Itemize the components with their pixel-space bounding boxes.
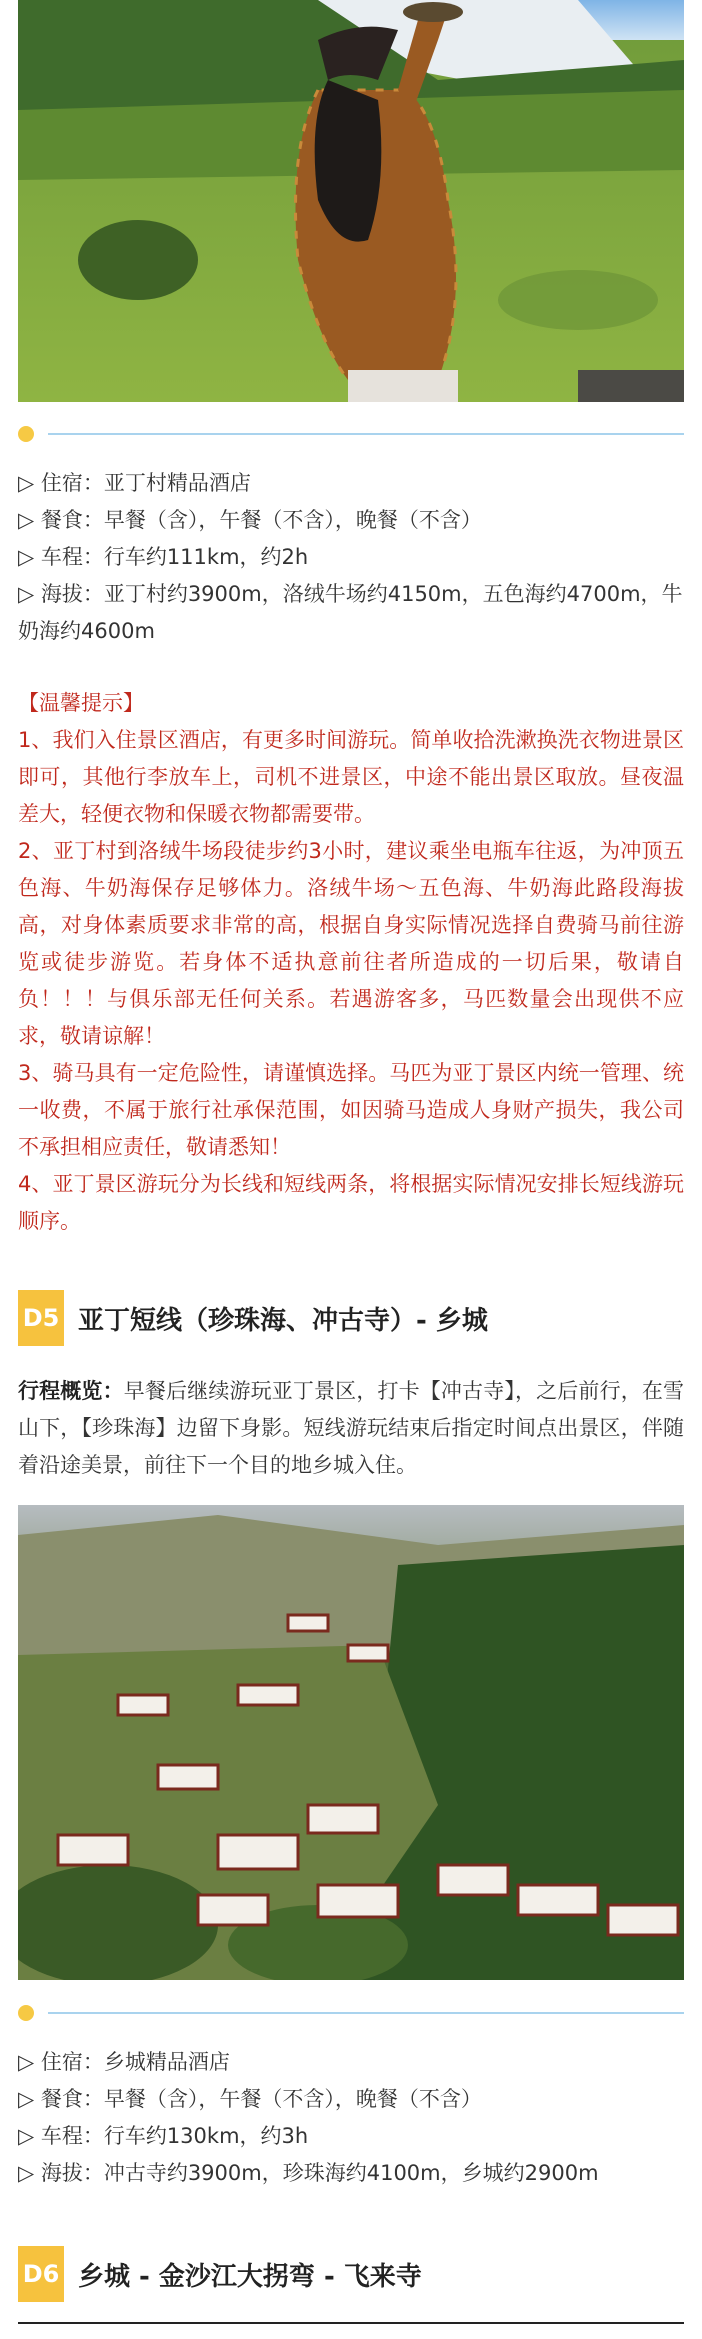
tip-item-3: 3、骑马具有一定危险性，请谨慎选择。马匹为亚丁景区内统一管理、统一收费，不属于旅行社承保范围，如因骑马造成人身财产损失，我公司不承担相应责任，敬请悉知！ — [18, 1061, 684, 1159]
drive-text: ▷ 车程：行车约130km，约3h — [18, 2124, 309, 2148]
altitude-text: ▷ 海拔：冲古寺约3900m，珍珠海约4100m，乡城约2900m — [18, 2161, 599, 2185]
divider-line — [48, 2012, 684, 2014]
tip-item-4: 4、亚丁景区游玩分为长线和短线两条，将根据实际情况安排长短线游玩顺序。 — [18, 1172, 684, 1233]
drive-text: ▷ 车程：行车约111km，约2h — [18, 545, 309, 569]
divider-line — [48, 433, 684, 435]
day-header-d6 — [18, 2246, 684, 2302]
overview-text: 早餐后继续游玩亚丁景区，打卡【冲古寺】，之后前行，在雪山下，【珍珠海】边留下身影。短线游玩结束后指定时间点出景区，伴随着沿途美景，前往下一个目的地乡城入住。 — [18, 1379, 685, 1477]
divider-dot — [18, 2005, 34, 2021]
day-badge: D6 — [18, 2246, 64, 2302]
divider-dot — [18, 426, 34, 442]
meals-text: ▷ 餐食：早餐（含），午餐（不含），晚餐（不含） — [18, 508, 482, 532]
meals-text: ▷ 餐食：早餐（含），午餐（不含），晚餐（不含） — [18, 2087, 482, 2111]
d5-overview — [18, 1373, 684, 1484]
photo-yading-meadow — [18, 0, 684, 402]
warm-tips-block — [18, 685, 684, 1240]
photo-tibetan-village — [18, 1505, 684, 1980]
accommodation-text: ▷ 住宿：乡城精品酒店 — [18, 2050, 230, 2074]
day-header-d5 — [18, 1290, 684, 1346]
section-divider — [18, 2005, 684, 2021]
day-title: 亚丁短线（珍珠海、冲古寺）- 乡城 — [78, 1305, 488, 1336]
altitude-text: ▷ 海拔：亚丁村约3900m，洛绒牛场约4150m，五色海约4700m，牛奶海约4600m — [18, 582, 683, 643]
tip-item-2: 2、亚丁村到洛绒牛场段徒步约3小时，建议乘坐电瓶车往返，为冲顶五色海、牛奶海保存足够体力。洛绒牛场～五色海、牛奶海此路段海拔高，对身体素质要求非常的高，根据自身实际情况选择自费骑马前往游览或徒步游览。若身体不适执意前往者所造成的一切后果，敬请自负！！！与俱乐部无任何关系。若遇游客多，马匹数量会出现供不应求，敬请谅解！ — [18, 839, 684, 1048]
tips-title: 【温馨提示】 — [18, 691, 144, 715]
d5-info-block — [18, 2044, 684, 2192]
section-divider — [18, 426, 684, 442]
tip-item-1: 1、我们入住景区酒店，有更多时间游玩。简单收拾洗漱换洗衣物进景区即可，其他行李放车上，司机不进景区，中途不能出景区取放。昼夜温差大，轻便衣物和保暖衣物都需要带。 — [18, 728, 684, 826]
section-rule — [18, 2322, 684, 2324]
d4-info-block — [18, 465, 684, 650]
day-title: 乡城 - 金沙江大拐弯 - 飞来寺 — [78, 2261, 422, 2292]
day-badge: D5 — [18, 1290, 64, 1346]
overview-label: 行程概览： — [18, 1379, 124, 1403]
accommodation-text: ▷ 住宿：亚丁村精品酒店 — [18, 471, 251, 495]
